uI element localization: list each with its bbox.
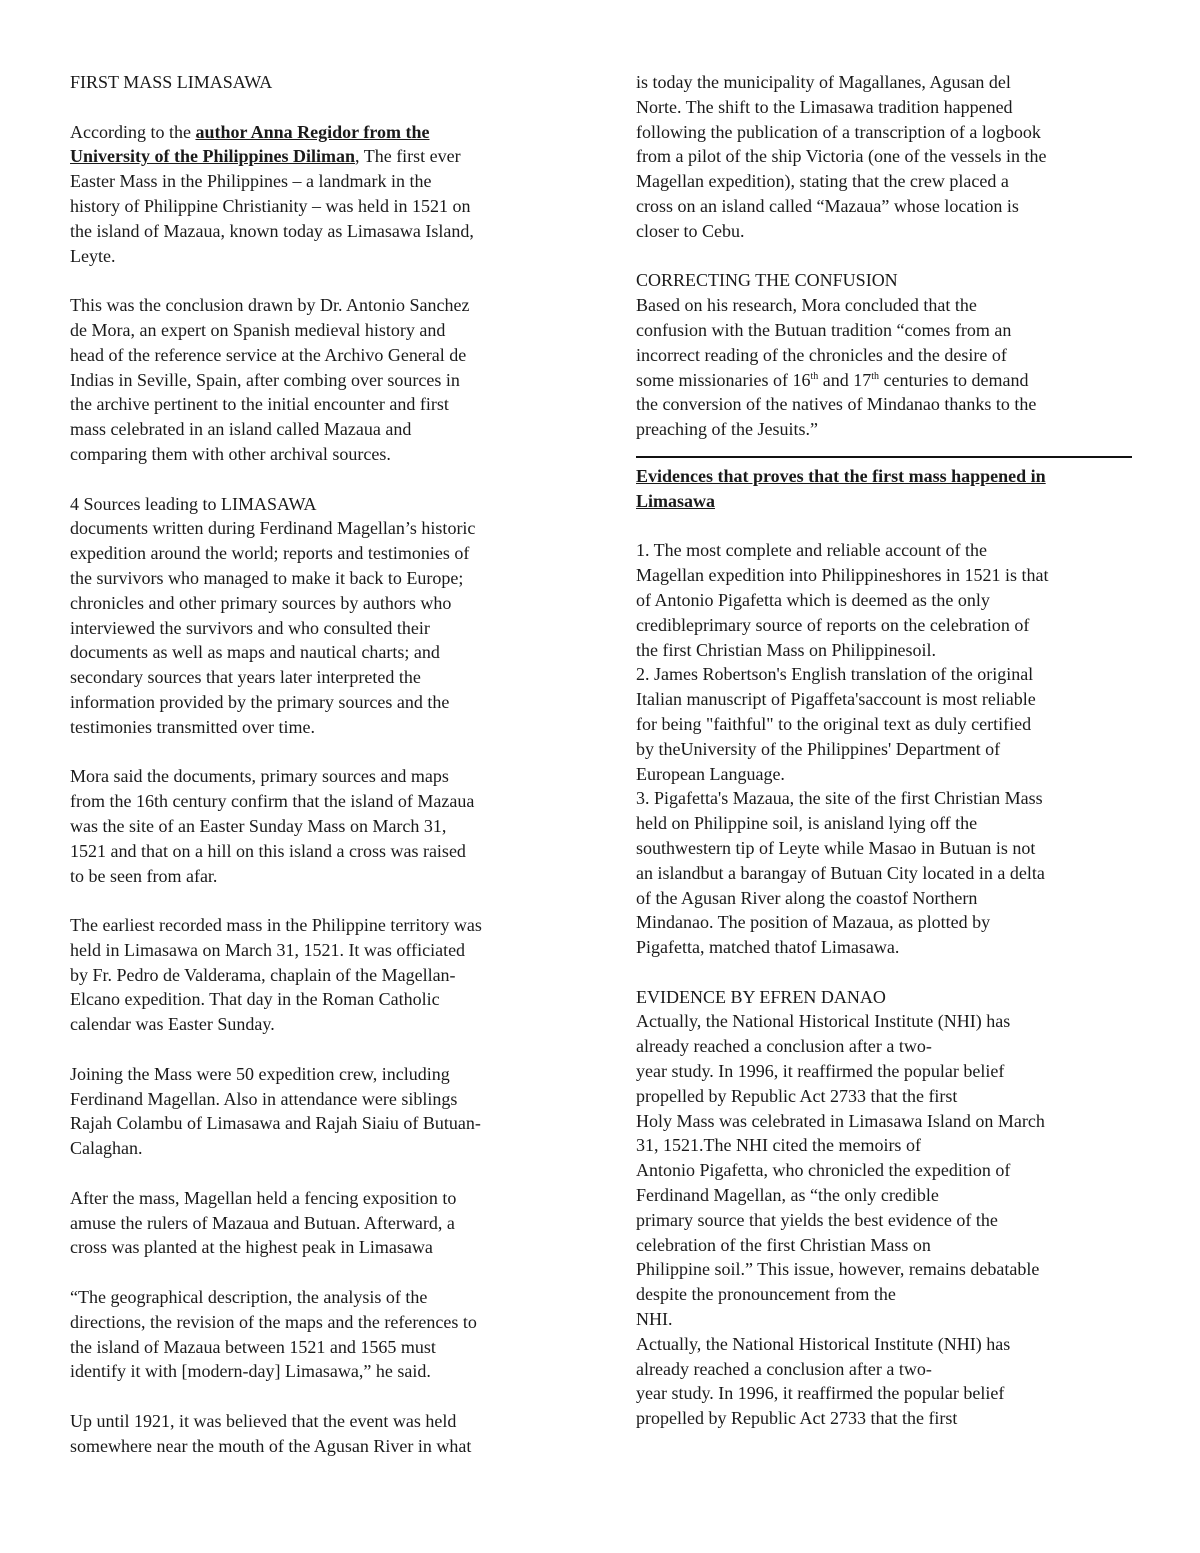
list-item-line: of the Agusan River along the coastof Northern xyxy=(636,887,978,908)
paragraph-line: closer to Cebu. xyxy=(636,220,745,241)
paragraph-line: year study. In 1996, it reaffirmed the popular belief xyxy=(636,1061,1005,1082)
paragraph-line: Indias in Seville, Spain, after combing over sources in xyxy=(70,369,460,390)
paragraph-line: the archive pertinent to the initial encounter and first xyxy=(70,394,449,415)
section-heading: Limasawa xyxy=(636,490,716,511)
paragraph-line: Norte. The shift to the Limasawa tradition happened xyxy=(636,96,1013,117)
paragraph-line: interviewed the survivors and who consulted their xyxy=(70,617,430,638)
paragraph-line: history of Philippine Christianity – was held in 1521 on xyxy=(70,195,471,216)
list-item-line: 2. James Robertson's English translation of the original xyxy=(636,664,1034,685)
paragraph-line: cross was planted at the highest peak in Limasawa xyxy=(70,1237,433,1258)
list-item-line: by theUniversity of the Philippines' Department of xyxy=(636,738,1001,759)
paragraph-line xyxy=(636,368,1132,393)
paragraph-line: Actually, the National Historical Institute (NHI) has xyxy=(636,1011,1011,1032)
paragraph-line: de Mora, an expert on Spanish medieval history and xyxy=(70,319,446,340)
ordinal-suffix: th xyxy=(871,370,880,382)
document-title: FIRST MASS LIMASAWA xyxy=(70,72,273,92)
paragraph-line: Calaghan. xyxy=(70,1138,143,1159)
paragraph-line: propelled by Republic Act 2733 that the first xyxy=(636,1085,958,1106)
paragraph-line: Leyte. xyxy=(70,245,116,266)
paragraph-line: from the 16th century confirm that the island of Mazaua xyxy=(70,791,475,812)
paragraph-line: expedition around the world; reports and testimonies of xyxy=(70,543,470,564)
list-item-line: Magellan expedition into Philippineshores in 1521 is that xyxy=(636,565,1049,586)
paragraph-line: directions, the revision of the maps and the references to xyxy=(70,1311,477,1332)
paragraph-line: secondary sources that years later interpreted the xyxy=(70,667,421,688)
mora-conclusion-paragraph xyxy=(70,293,570,467)
paragraph-line: “The geographical description, the analysis of the xyxy=(70,1287,428,1308)
paragraph-line: comparing them with other archival sources. xyxy=(70,443,391,464)
paragraph-line: Rajah Colambu of Limasawa and Rajah Siaiu of Butuan- xyxy=(70,1113,481,1134)
paragraph-line: by Fr. Pedro de Valderama, chaplain of the Magellan- xyxy=(70,964,456,985)
paragraph-line: Actually, the National Historical Institute (NHI) has xyxy=(636,1333,1011,1354)
paragraph-line: preaching of the Jesuits.” xyxy=(636,419,818,440)
paragraph-line: Philippine soil.” This issue, however, remains debatable xyxy=(636,1259,1040,1280)
list-item-line: of Antonio Pigafetta which is deemed as the only xyxy=(636,589,990,610)
paragraph-line: amuse the rulers of Mazaua and Butuan. Afterward, a xyxy=(70,1212,455,1233)
continued-paragraph xyxy=(636,70,1132,244)
list-item-line: for being "faithful" to the original text as duly certified xyxy=(636,713,1032,734)
paragraph-line: head of the reference service at the Archivo General de xyxy=(70,344,467,365)
list-item-line: held on Philippine soil, is anisland lying off the xyxy=(636,813,978,834)
section-heading: Evidences that proves that the first mass happened in xyxy=(636,465,1046,486)
paragraph-line: This was the conclusion drawn by Dr. Antonio Sanchez xyxy=(70,295,470,316)
paragraph-line: Ferdinand Magellan. Also in attendance were siblings xyxy=(70,1088,458,1109)
paragraph-line: propelled by Republic Act 2733 that the first xyxy=(636,1408,958,1429)
list-item-line: 3. Pigafetta's Mazaua, the site of the first Christian Mass xyxy=(636,788,1043,809)
paragraph-line: the island of Mazaua between 1521 and 1565 must xyxy=(70,1336,436,1357)
section-heading: CORRECTING THE CONFUSION xyxy=(636,270,898,291)
author-credit: author Anna Regidor from the xyxy=(195,121,430,142)
paragraph-line: identify it with [modern-day] Limasawa,” he said. xyxy=(70,1361,431,1382)
paragraph-line: Based on his research, Mora concluded that the xyxy=(636,295,977,316)
intro-paragraph xyxy=(70,120,570,269)
paragraph-line: somewhere near the mouth of the Agusan River in what xyxy=(70,1435,472,1456)
paragraph-line: confusion with the Butuan tradition “comes from an xyxy=(636,319,1012,340)
paragraph-line: Elcano expedition. That day in the Roman Catholic xyxy=(70,989,440,1010)
mora-documents-paragraph xyxy=(70,764,570,888)
paragraph-line: Mora said the documents, primary sources and maps xyxy=(70,766,449,787)
paragraph-line: NHI. xyxy=(636,1309,673,1330)
paragraph-line: Joining the Mass were 50 expedition crew, including xyxy=(70,1063,450,1084)
section-heading: 4 Sources leading to LIMASAWA xyxy=(70,493,317,514)
paragraph-line: Magellan expedition), stating that the crew placed a xyxy=(636,171,1009,192)
evidences-section xyxy=(636,464,1132,960)
quote-paragraph xyxy=(70,1285,570,1384)
paragraph-line: held in Limasawa on March 31, 1521. It was officiated xyxy=(70,939,466,960)
paragraph-line: incorrect reading of the chronicles and the desire of xyxy=(636,344,1007,365)
list-item-line: credibleprimary source of reports on the celebration of xyxy=(636,614,1030,635)
danao-evidence-section xyxy=(636,985,1132,1431)
paragraph-line: Holy Mass was celebrated in Limasawa Island on March xyxy=(636,1110,1045,1131)
paragraph-line: documents written during Ferdinand Magellan’s historic xyxy=(70,518,476,539)
until-1921-paragraph xyxy=(70,1409,570,1459)
paragraph-line: cross on an island called “Mazaua” whose location is xyxy=(636,195,1019,216)
paragraph-line: mass celebrated in an island called Mazaua and xyxy=(70,419,412,440)
ordinal-suffix: th xyxy=(810,370,819,382)
paragraph-line: despite the pronouncement from the xyxy=(636,1284,896,1305)
paragraph-line: testimonies transmitted over time. xyxy=(70,716,315,737)
paragraph-line: the survivors who managed to make it back to Europe; xyxy=(70,567,464,588)
paragraph-line: is today the municipality of Magallanes, Agusan del xyxy=(636,72,1011,92)
paragraph-line: celebration of the first Christian Mass on xyxy=(636,1234,931,1255)
paragraph-line: calendar was Easter Sunday. xyxy=(70,1014,275,1035)
right-column xyxy=(636,70,1132,1431)
list-item-line: European Language. xyxy=(636,763,785,784)
author-affiliation: University of the Philippines Diliman xyxy=(70,146,356,167)
paragraph-line: documents as well as maps and nautical charts; and xyxy=(70,642,440,663)
paragraph-line: the conversion of the natives of Mindanao thanks to the xyxy=(636,394,1037,415)
line-text: and 17 xyxy=(818,369,872,390)
paragraph-line: Ferdinand Magellan, as “the only credible xyxy=(636,1185,939,1206)
paragraph-line: 1521 and that on a hill on this island a cross was raised xyxy=(70,840,466,861)
list-item-line: the first Christian Mass on Philippinesoil. xyxy=(636,639,936,660)
earliest-mass-paragraph xyxy=(70,913,570,1037)
paragraph-line: following the publication of a transcription of a logbook xyxy=(636,121,1041,142)
paragraph-line: from a pilot of the ship Victoria (one of the vessels in the xyxy=(636,146,1047,167)
paragraph-line: was the site of an Easter Sunday Mass on March 31, xyxy=(70,815,447,836)
paragraph-line: the island of Mazaua, known today as Limasawa Island, xyxy=(70,220,474,241)
list-item-line: Italian manuscript of Pigaffeta'saccount is most reliable xyxy=(636,689,1036,710)
line-text: some missionaries of 16 xyxy=(636,369,811,390)
paragraph-line: 31, 1521.The NHI cited the memoirs of xyxy=(636,1135,921,1156)
list-item-line: an islandbut a barangay of Butuan City located in a delta xyxy=(636,862,1045,883)
paragraph-line: chronicles and other primary sources by authors who xyxy=(70,592,452,613)
line-text: centuries to demand xyxy=(879,369,1029,390)
paragraph-line: Up until 1921, it was believed that the event was held xyxy=(70,1411,457,1432)
paragraph-line: to be seen from afar. xyxy=(70,865,218,886)
paragraph-line: information provided by the primary sources and the xyxy=(70,691,450,712)
paragraph-line: After the mass, Magellan held a fencing exposition to xyxy=(70,1187,457,1208)
paragraph-line: The earliest recorded mass in the Philippine territory was xyxy=(70,915,482,936)
list-item-line: southwestern tip of Leyte while Masao in Butuan is not xyxy=(636,837,1036,858)
paragraph-line: year study. In 1996, it reaffirmed the popular belief xyxy=(636,1383,1005,1404)
intro-text: , The first ever xyxy=(355,146,461,167)
correcting-confusion-section xyxy=(636,268,1132,442)
sources-section xyxy=(70,492,570,740)
paragraph-line: already reached a conclusion after a two- xyxy=(636,1358,932,1379)
section-heading: EVIDENCE BY EFREN DANAO xyxy=(636,986,886,1007)
paragraph-line: Easter Mass in the Philippines – a landmark in the xyxy=(70,171,432,192)
left-column xyxy=(70,70,570,1459)
paragraph-line: primary source that yields the best evidence of the xyxy=(636,1209,998,1230)
paragraph-line: already reached a conclusion after a two- xyxy=(636,1036,932,1057)
after-mass-paragraph xyxy=(70,1186,570,1260)
list-item-line: 1. The most complete and reliable account of the xyxy=(636,540,988,561)
paragraph-line: Antonio Pigafetta, who chronicled the expedition of xyxy=(636,1160,1011,1181)
list-item-line: Pigafetta, matched thatof Limasawa. xyxy=(636,937,900,958)
attendance-paragraph xyxy=(70,1062,570,1161)
list-item-line: Mindanao. The position of Mazaua, as plotted by xyxy=(636,912,991,933)
intro-text: According to the xyxy=(70,121,196,142)
